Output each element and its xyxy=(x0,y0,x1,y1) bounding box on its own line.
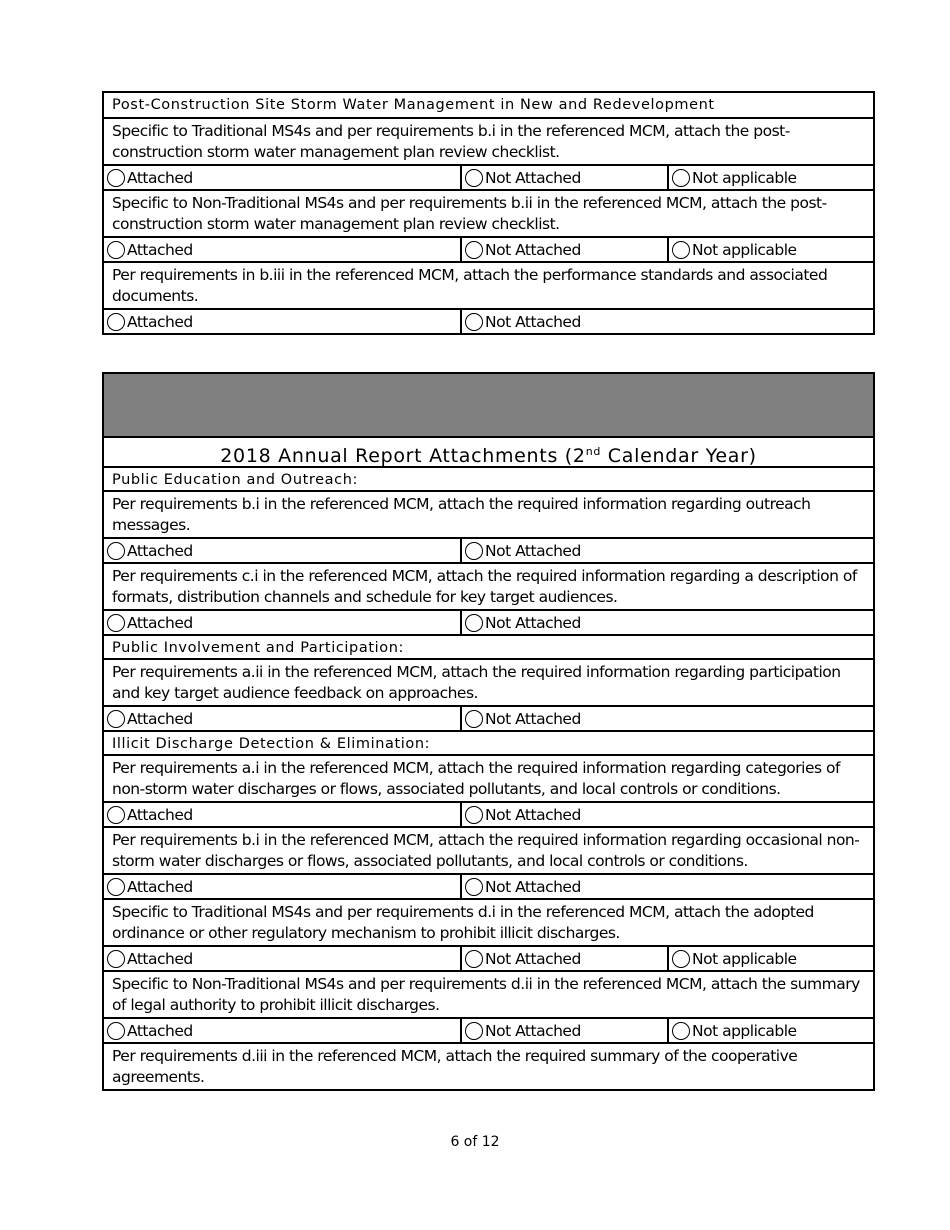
option-row xyxy=(104,537,873,562)
item-description: Per requirements in b.iii in the referenced MCM, attach the performance standards and associated documents. xyxy=(104,261,873,308)
item-description: Per requirements b.i in the referenced MCM, attach the required information regarding occasional non-storm water discharges or flows, associated pollutants, and local controls or conditions. xyxy=(104,826,873,873)
not-attached-option[interactable]: Not Attached xyxy=(462,310,873,333)
item-description: Per requirements d.iii in the referenced MCM, attach the required summary of the cooperative agreements. xyxy=(104,1042,873,1089)
option-row xyxy=(104,308,873,333)
section-header: Post-Construction Site Storm Water Management in New and Redevelopment xyxy=(112,97,715,113)
radio-button[interactable] xyxy=(465,169,483,187)
option-row xyxy=(104,609,873,634)
radio-button[interactable] xyxy=(672,241,690,259)
item-description: Specific to Non-Traditional MS4s and per requirements d.ii in the referenced MCM, attach the summary of legal authority to prohibit illicit discharges. xyxy=(104,970,873,1017)
not-attached-option[interactable]: Not Attached xyxy=(462,1019,669,1042)
radio-button[interactable] xyxy=(107,614,125,632)
not-attached-option[interactable]: Not Attached xyxy=(462,611,873,634)
radio-button[interactable] xyxy=(672,1022,690,1040)
radio-button[interactable] xyxy=(672,169,690,187)
attached-option[interactable]: Attached xyxy=(104,238,462,261)
section-header: Illicit Discharge Detection & Elimination: xyxy=(104,730,873,754)
attached-option[interactable]: Attached xyxy=(104,166,462,189)
not-attached-option[interactable]: Not Attached xyxy=(462,166,669,189)
not-attached-option[interactable]: Not Attached xyxy=(462,707,873,730)
not-attached-option[interactable]: Not Attached xyxy=(462,238,669,261)
radio-button[interactable] xyxy=(107,710,125,728)
attached-option[interactable]: Attached xyxy=(104,539,462,562)
radio-button[interactable] xyxy=(465,878,483,896)
not-applicable-option[interactable]: Not applicable xyxy=(669,947,873,970)
not-applicable-option[interactable]: Not applicable xyxy=(669,238,873,261)
item-description: Specific to Non-Traditional MS4s and per requirements b.ii in the referenced MCM, attach the post-construction storm water management plan review checklist. xyxy=(104,189,873,236)
section-header: Public Education and Outreach: xyxy=(104,466,873,490)
option-row xyxy=(104,705,873,730)
item-description: Per requirements c.i in the referenced MCM, attach the required information regarding a description of formats, distribution channels and schedule for key target audiences. xyxy=(104,562,873,609)
not-attached-option[interactable]: Not Attached xyxy=(462,539,873,562)
shaded-banner xyxy=(104,374,873,438)
section-header: Public Involvement and Participation: xyxy=(104,634,873,658)
radio-button[interactable] xyxy=(107,878,125,896)
item-description: Per requirements b.i in the referenced MCM, attach the required information regarding outreach messages. xyxy=(104,490,873,537)
radio-button[interactable] xyxy=(107,950,125,968)
attached-option[interactable]: Attached xyxy=(104,875,462,898)
option-row xyxy=(104,873,873,898)
attached-option[interactable]: Attached xyxy=(104,803,462,826)
attached-option[interactable]: Attached xyxy=(104,611,462,634)
page-number: 6 of 12 xyxy=(450,1134,500,1150)
item-description: Specific to Traditional MS4s and per requirements d.i in the referenced MCM, attach the adopted ordinance or other regulatory mechanism to prohibit illicit discharges. xyxy=(104,898,873,945)
item-description: Per requirements a.ii in the referenced MCM, attach the required information regarding participation and key target audience feedback on approaches. xyxy=(104,658,873,705)
attached-option[interactable]: Attached xyxy=(104,947,462,970)
radio-button[interactable] xyxy=(107,806,125,824)
radio-button[interactable] xyxy=(107,169,125,187)
radio-button[interactable] xyxy=(672,950,690,968)
radio-button[interactable] xyxy=(465,313,483,331)
radio-button[interactable] xyxy=(465,542,483,560)
not-applicable-option[interactable]: Not applicable xyxy=(669,166,873,189)
radio-button[interactable] xyxy=(107,241,125,259)
radio-button[interactable] xyxy=(465,806,483,824)
annual-report-table xyxy=(102,372,875,1091)
not-attached-option[interactable]: Not Attached xyxy=(462,803,873,826)
radio-button[interactable] xyxy=(107,1022,125,1040)
attached-option[interactable]: Attached xyxy=(104,1019,462,1042)
radio-button[interactable] xyxy=(465,1022,483,1040)
radio-button[interactable] xyxy=(465,710,483,728)
report-title: 2018 Annual Report Attachments (2nd Calendar Year) xyxy=(220,445,757,467)
post-construction-table xyxy=(102,91,875,335)
radio-button[interactable] xyxy=(465,614,483,632)
attached-option[interactable]: Attached xyxy=(104,310,462,333)
option-row xyxy=(104,164,873,189)
radio-button[interactable] xyxy=(465,241,483,259)
item-description: Per requirements a.i in the referenced MCM, attach the required information regarding categories of non-storm water discharges or flows, associated pollutants, and local controls or conditions. xyxy=(104,754,873,801)
radio-button[interactable] xyxy=(107,313,125,331)
attached-option[interactable]: Attached xyxy=(104,707,462,730)
radio-button[interactable] xyxy=(465,950,483,968)
option-row xyxy=(104,801,873,826)
item-description: Specific to Traditional MS4s and per requirements b.i in the referenced MCM, attach the post-construction storm water management plan review checklist. xyxy=(104,117,873,164)
option-row xyxy=(104,236,873,261)
not-attached-option[interactable]: Not Attached xyxy=(462,947,669,970)
radio-button[interactable] xyxy=(107,542,125,560)
not-applicable-option[interactable]: Not applicable xyxy=(669,1019,873,1042)
option-row xyxy=(104,945,873,970)
option-row xyxy=(104,1017,873,1042)
not-attached-option[interactable]: Not Attached xyxy=(462,875,873,898)
